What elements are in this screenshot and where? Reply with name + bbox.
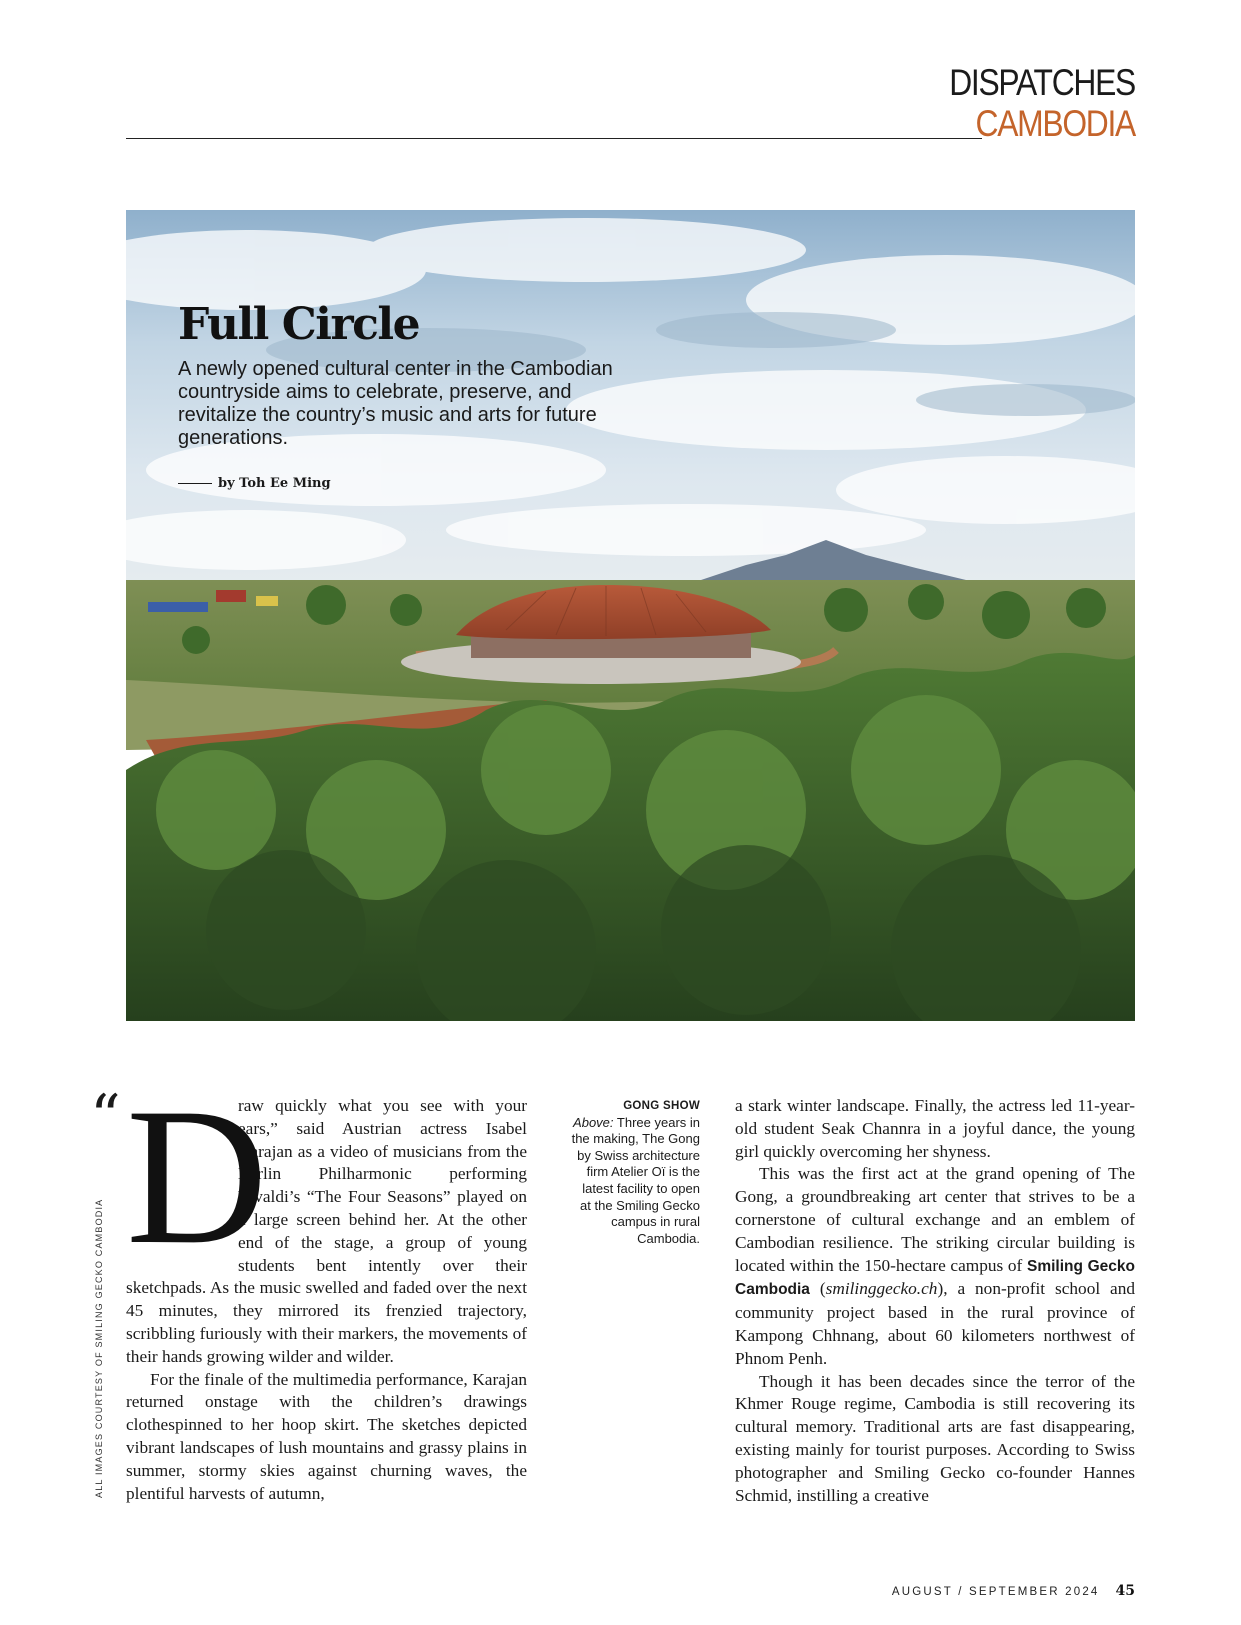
paragraph-1-text: raw quickly what you see with your ears,” said Austrian actress Isabel Karajan as a video of musicians from the Berlin Philharmonic performing Vivaldi’s “The Four Seasons” played on a large screen behind her. At the other end of the stage, a group of young students bent intently over their sketchpads. As the music swelled and faded over the next 45 minutes, they mirrored its frenzied trajectory, scribbling furiously with their markers, the movements of their hands growing wilder and wilder. [126, 1096, 527, 1366]
article-column-right [735, 1095, 1135, 1507]
issue-date: AUGUST / SEPTEMBER 2024 [891, 1586, 1100, 1598]
section-subtitle: CAMBODIA [975, 103, 1135, 144]
open-quote-mark: “ [90, 1082, 121, 1152]
brand-name: Smiling Gecko Cambodia [735, 1257, 1136, 1299]
caption-body [568, 1115, 700, 1248]
caption-text: Three years in the making, The Gong by Swiss architecture firm Atelier Oï is the latest facility to open at the Smiling Gecko campus in rural Cambodia. [571, 1114, 700, 1246]
paragraph-4-end: ), a non-profit school and community project based in the rural province of Kampong Chhnang, about 60 kilometers northwest of Phnom Penh. [735, 1279, 1136, 1368]
section-heading [919, 64, 1135, 142]
caption-title: GONG SHOW [623, 1100, 700, 1112]
paragraph-5: Though it has been decades since the terror of the Khmer Rouge regime, Cambodia is still recovering its cultural memory. Traditional arts are fast disappearing, existing mainly for tourist purposes. According to Swiss photographer and Smiling Gecko co-founder Hannes Schmid, instilling a creative [735, 1371, 1135, 1505]
caption-lead: Above: [573, 1114, 614, 1130]
drop-cap-block [90, 1068, 268, 1285]
page-number: 45 [1115, 1583, 1135, 1599]
paragraph-2: For the finale of the multimedia performance, Karajan returned onstage with the children’s drawings clothespinned to her hoop skirt. The sketches depicted vibrant landscapes of lush mountains and grassy plains in summer, stormy skies against churning waves, the plentiful harvests of autumn, [126, 1369, 527, 1503]
article-title: Full Circle [178, 299, 420, 350]
byline-rule [178, 483, 212, 484]
byline-text: by Toh Ee Ming [218, 476, 331, 492]
page-footer [892, 1583, 1135, 1599]
hero-photo [126, 210, 1135, 1021]
paragraph-3: a stark winter landscape. Finally, the actress led 11-year-old student Seak Channra in a joyful dance, the young girl quickly overcoming her shyness. [735, 1096, 1135, 1161]
byline [178, 476, 638, 491]
paragraph-4-start: This was the first act at the grand opening of The Gong, a groundbreaking art center that strives to be a cornerstone of cultural exchange and an emblem of Cambodian resilience. The striking circular building is located within the 150-hectare campus of [735, 1164, 1135, 1275]
paragraph-4-paren: ( [809, 1279, 826, 1299]
photo-caption [568, 1098, 700, 1247]
article-dek: A newly opened cultural center in the Cambodian countryside aims to celebrate, preserve, and revitalize the country’s music and arts for future generations. [178, 358, 613, 450]
section-kicker: DISPATCHES [949, 62, 1135, 103]
paragraph-4 [735, 1163, 1135, 1370]
header-rule [126, 138, 982, 139]
website-link[interactable]: smilinggecko.ch [825, 1279, 938, 1299]
drop-cap: D [126, 1068, 268, 1285]
photo-credit: ALL IMAGES COURTESY OF SMILING GECKO CAMBODIA [94, 1198, 104, 1498]
hero-headline-block [178, 299, 638, 492]
